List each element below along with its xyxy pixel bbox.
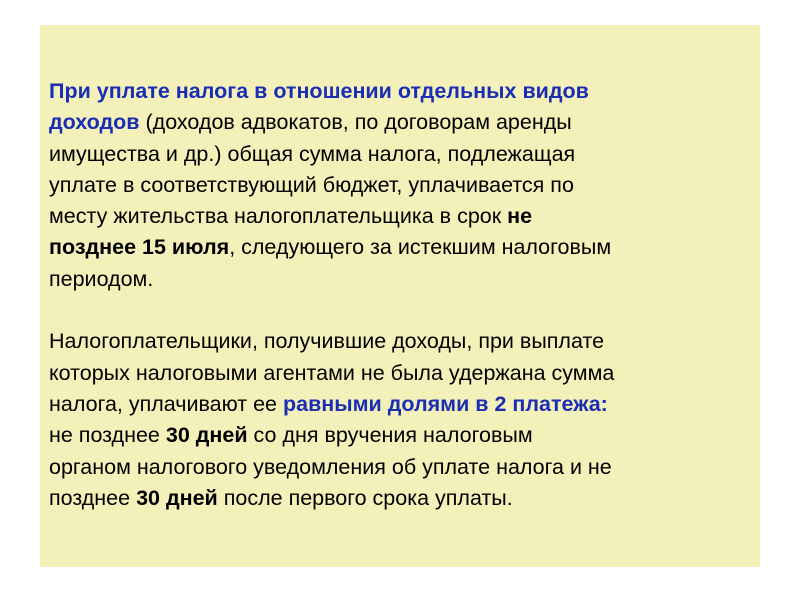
body-text: не позднее	[49, 423, 166, 448]
text-line	[49, 420, 750, 451]
body-text: после первого срока уплаты.	[217, 485, 513, 510]
body-text: Налогоплательщики, получившие доходы, при выплате	[49, 329, 605, 354]
text-line	[49, 389, 750, 420]
text-line	[49, 483, 750, 514]
body-text: позднее	[49, 485, 137, 510]
emphasis-text: При уплате налога в отношении отдельных видов	[49, 79, 589, 103]
bold-text: 30 дней	[136, 485, 218, 510]
body-text: которых налоговыми агентами не была удержана сумма	[49, 360, 615, 385]
text-line	[49, 107, 750, 138]
paragraph-installment-payments	[49, 326, 750, 514]
emphasis-text: равными долями в 2 платежа:	[282, 391, 608, 416]
text-line	[49, 76, 750, 107]
paragraph-spacer	[49, 295, 750, 326]
body-text: (доходов адвокатов, по договорам аренды	[139, 110, 572, 135]
bold-text: 30 дней	[165, 423, 248, 448]
text-line	[49, 264, 750, 295]
body-text: имущества и др.) общая сумма налога, подлежащая	[49, 141, 576, 166]
emphasis-text: доходов	[49, 110, 140, 135]
text-line	[49, 139, 750, 170]
bold-text: не	[507, 204, 533, 229]
slide-content-area	[40, 25, 760, 567]
body-text: месту жительства налогоплательщика в срок	[49, 204, 508, 229]
body-text: органом налогового уведомления об уплате налога и не	[49, 454, 612, 479]
bold-text: позднее 15 июля	[49, 235, 230, 260]
body-text: , следующего за истекшим налоговым	[229, 235, 612, 260]
text-line	[49, 170, 750, 201]
body-text: периодом.	[49, 266, 154, 291]
text-line	[49, 358, 750, 389]
body-text: уплате в соответствующий бюджет, уплачивается по	[49, 172, 574, 197]
text-line	[49, 326, 750, 357]
body-text: налога, уплачивают ее	[49, 391, 283, 416]
text-line	[49, 452, 750, 483]
text-line	[49, 201, 750, 232]
text-line	[49, 232, 750, 263]
body-text: со дня вручения налоговым	[247, 423, 533, 448]
paragraph-payment-deadline	[49, 76, 750, 295]
